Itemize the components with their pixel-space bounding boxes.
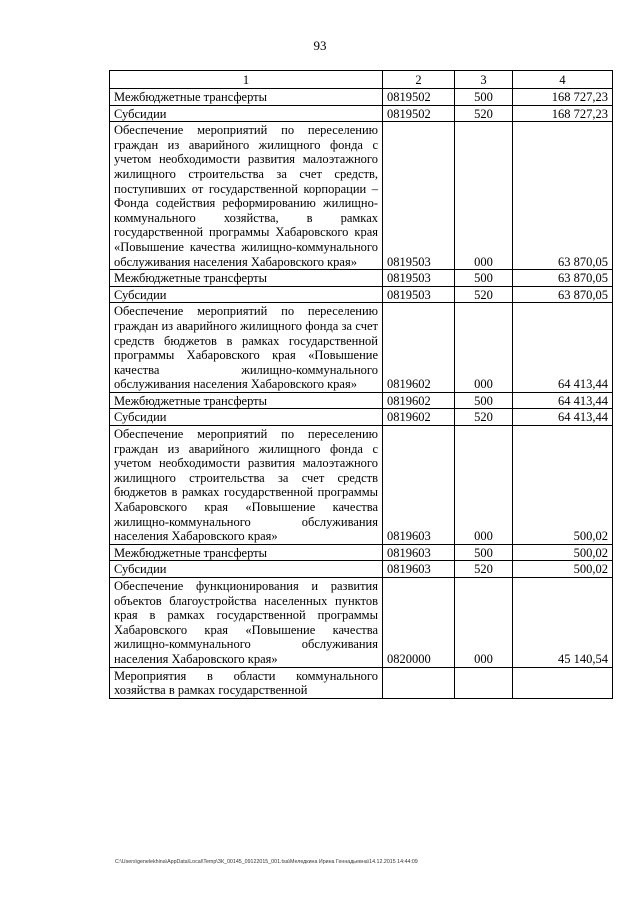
row-amount: 64 413,44 [513,409,613,426]
row-code [383,667,455,698]
row-name: Межбюджетные трансферты [110,544,383,561]
row-name: Обеспечение функционирования и развития объектов благоустройства населенных пунктов края в рамках государственной программы Хабаровского края «Повышение качества жилищно-коммунального обслуживания населения Хабаровского края» [110,578,383,668]
row-code: 0819503 [383,122,455,270]
row-type [455,667,513,698]
column-header-4: 4 [513,71,613,89]
table-row [110,105,613,122]
row-code: 0819602 [383,409,455,426]
row-code: 0819603 [383,544,455,561]
column-header-2: 2 [383,71,455,89]
column-header-3: 3 [455,71,513,89]
row-amount: 45 140,54 [513,578,613,668]
row-type: 000 [455,426,513,545]
table-row [110,286,613,303]
row-amount: 63 870,05 [513,122,613,270]
row-amount: 63 870,05 [513,270,613,287]
row-type: 500 [455,270,513,287]
row-type: 520 [455,561,513,578]
table-row [110,409,613,426]
row-type: 500 [455,544,513,561]
page-number: 93 [313,38,327,53]
row-code: 0819602 [383,392,455,409]
row-code: 0819503 [383,270,455,287]
row-amount: 500,02 [513,561,613,578]
row-name: Межбюджетные трансферты [110,89,383,106]
row-code: 0819602 [383,303,455,393]
table-row [110,122,613,270]
row-amount: 168 727,23 [513,105,613,122]
budget-table [109,70,613,699]
row-name: Мероприятия в области коммунального хозяйства в рамках государственной [110,667,383,698]
row-name: Субсидии [110,409,383,426]
row-name: Субсидии [110,105,383,122]
row-amount: 500,02 [513,544,613,561]
row-name: Межбюджетные трансферты [110,270,383,287]
file-path-footer: C:\Users\genelekhina\AppData\Local\Temp\ЗК_00145_09122015_001.tsa\Меледкина Ирина Геннадьевна\14.12.2015 14:44:09 [115,859,418,865]
row-type: 520 [455,286,513,303]
row-amount: 168 727,23 [513,89,613,106]
row-name: Субсидии [110,561,383,578]
row-amount [513,667,613,698]
row-type: 520 [455,409,513,426]
row-amount: 64 413,44 [513,303,613,393]
row-name: Межбюджетные трансферты [110,392,383,409]
table-row [110,426,613,545]
row-code: 0820000 [383,578,455,668]
row-type: 500 [455,89,513,106]
row-name: Обеспечение мероприятий по переселению граждан из аварийного жилищного фонда с учетом необходимости развития малоэтажного жилищного строительства за счет средств, поступивших от государственной корпорации – Фонда содействия реформированию жилищно-коммунального хозяйства, в рамках государственной программы Хабаровского края «Повышение качества жилищно-коммунального обслуживания населения Хабаровского края» [110,122,383,270]
row-name: Обеспечение мероприятий по переселению граждан из аварийного жилищного фонда с учетом необходимости развития малоэтажного жилищного строительства за счет средств бюджетов в рамках государственной программы Хабаровского края «Повышение качества жилищно-коммунального обслуживания населения Хабаровского края» [110,426,383,545]
table-row [110,578,613,668]
row-code: 0819502 [383,89,455,106]
row-type: 500 [455,392,513,409]
table-row [110,392,613,409]
row-type: 000 [455,303,513,393]
table-header-row [110,71,613,89]
column-header-1: 1 [110,71,383,89]
row-type: 520 [455,105,513,122]
table-row [110,89,613,106]
row-code: 0819502 [383,105,455,122]
row-code: 0819603 [383,426,455,545]
table-row [110,303,613,393]
table-row [110,270,613,287]
table-row [110,667,613,698]
row-code: 0819503 [383,286,455,303]
row-code: 0819603 [383,561,455,578]
row-type: 000 [455,122,513,270]
row-amount: 500,02 [513,426,613,545]
row-amount: 64 413,44 [513,392,613,409]
table-row [110,561,613,578]
row-amount: 63 870,05 [513,286,613,303]
row-type: 000 [455,578,513,668]
row-name: Обеспечение мероприятий по переселению граждан из аварийного жилищного фонда за счет средств бюджетов в рамках государственной программы Хабаровского края «Повышение качества жилищно-коммунального обслуживания населения Хабаровского края» [110,303,383,393]
table-row [110,544,613,561]
row-name: Субсидии [110,286,383,303]
